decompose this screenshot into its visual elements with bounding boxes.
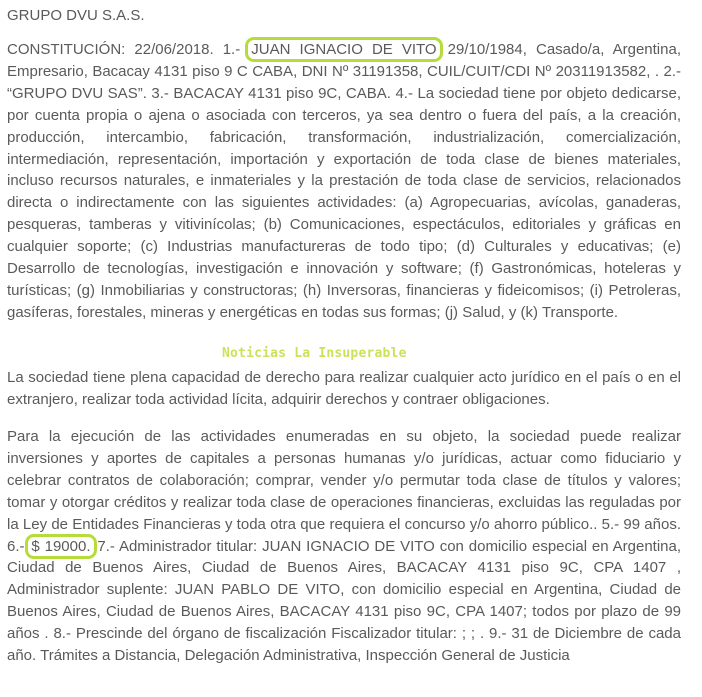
watermark-text: Noticias La Insuperable: [222, 346, 407, 361]
administration-text-rest: 7.- Administrador titular: JUAN IGNACIO DE VITO con domicilio especial en Argentina, Ciudad de Buenos Aires, Ciudad de Buenos Aires, BACACAY 4131 piso 9C, CPA 1407 , Administrador suplente: JUAN PABLO DE VITO, con domicilio especial en Argentina, Ciudad de Buenos Aires, Ciudad de Buenos Aires, BACACAY 4131 piso 9C, CPA 1407; todos por plazo de 99 años . 8.- Prescinde del órgano de fiscalización Fiscalizador titular: ; ; . 9.- 31 de Diciembre de cada año. Trámites a Distancia, Delegación Administrativa, Inspección General de Justicia: [7, 537, 682, 665]
constitution-paragraph: [7, 39, 681, 324]
constitution-text-rest: 29/10/1984, Casado/a, Argentina, Empresario, Bacacay 4131 piso 9 C CABA, DNI Nº 31191358, CUIL/CUIT/CDI Nº 20311913582, . 2.- “GRUPO DVU SAS”. 3.- BACACAY 4131 piso 9C, CABA. 4.- La sociedad tiene por objeto dedicarse, por cuenta propia o ajena o asociada con terceros, ya sea dentro o fuera del país, a la creación, producción, intercambio, fabricación, transformación, industrialización, comercialización, intermediación, representación, importación y exportación de toda clase de bienes materiales, incluso recursos naturales, e inmateriales y la prestación de toda clase de servicios, relacionados directa o indirectamente con las siguientes actividades: (a) Agropecuarias, avícolas, ganaderas, pesqueras, tamberas y vitivinícolas; (b) Comunicaciones, espectáculos, editoriales y gráficas en cualquier soporte; (c) Industrias manufactureras de todo tipo; (d) Culturales y educativas; (e) Desarrollo de tecnologías, investigación e innovación y software; (f) Gastronómicas, hoteleras y turísticas; (g) Inmobiliarias y constructoras; (h) Inversoras, financieras y fideicomisos; (i) Petroleras, gasíferas, forestales, mineras y energéticas en todas sus formas; (j) Salud, y (k) Transporte.: [7, 41, 681, 321]
company-title: GRUPO DVU S.A.S.: [7, 7, 145, 24]
highlighted-capital-amount: $ 19000.: [31, 537, 91, 555]
capacity-paragraph: La sociedad tiene plena capacidad de derecho para realizar cualquier acto jurídico en el país o en el extranjero, realizar toda actividad lícita, adquirir derechos y contraer obligaciones.: [7, 369, 681, 408]
administration-text-start: Para la ejecución de las actividades enumeradas en su objeto, la sociedad puede realizar inversiones y aportes de capitales a personas humanas y/o jurídicas, actuar como fiduciario y celebrar contratos de colaboración; comprar, vender y/o permutar toda clase de títulos y valores; tomar y otorgar créditos y realizar toda clase de operaciones financieras, excluidas las reguladas por la Ley de Entidades Financieras y toda otra que requiera el concurso y/o ahorro público.. 5.- 99 años. 6.-: [7, 428, 681, 555]
highlighted-founder-name: JUAN IGNACIO DE VITO: [251, 41, 437, 58]
administration-paragraph: [7, 426, 681, 667]
constitution-text-start: CONSTITUCIÓN: 22/06/2018. 1.-: [7, 41, 241, 58]
